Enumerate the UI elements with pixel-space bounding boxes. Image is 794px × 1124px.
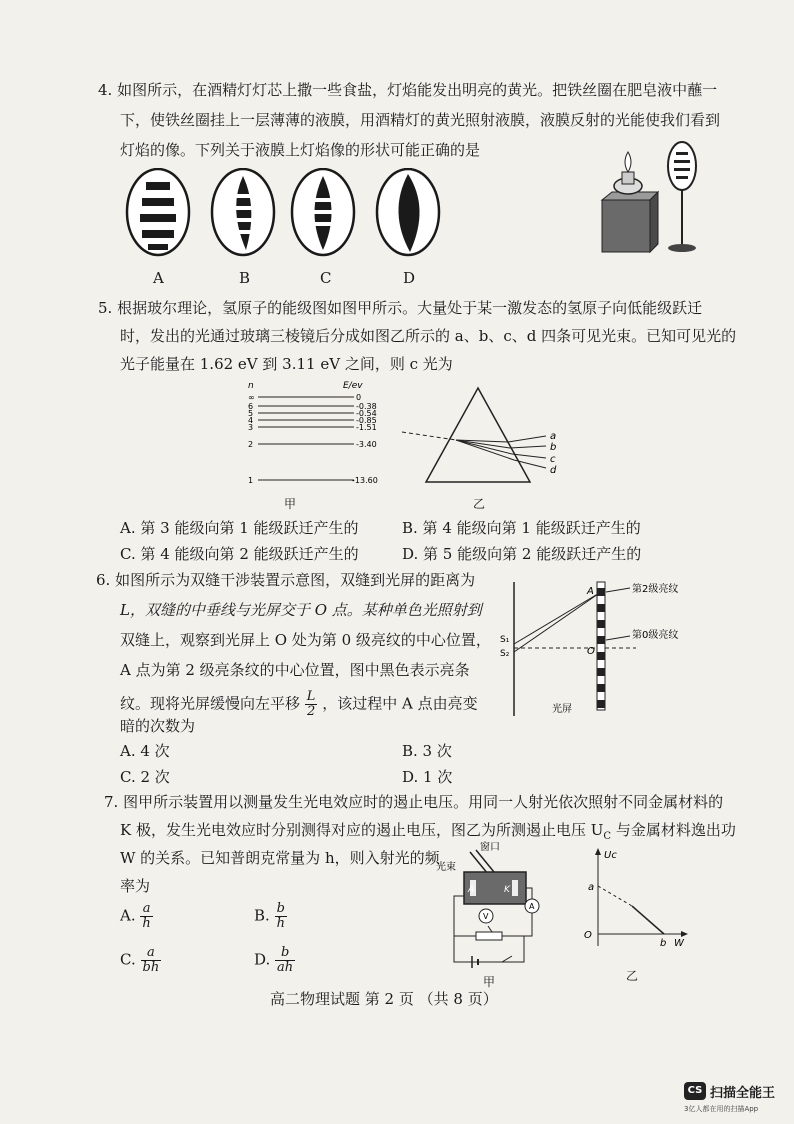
q6-option-a: A. 4 次 xyxy=(120,742,170,760)
q5-energy-level-diagram xyxy=(240,380,380,490)
q7-line-2-sub: C xyxy=(603,831,612,842)
q7-label-anode: A xyxy=(468,885,475,895)
q5-beam-label-c: c xyxy=(550,454,556,465)
q7-line-4: 率为 xyxy=(120,877,151,895)
q7-apparatus-diagram xyxy=(432,840,542,975)
page-footer: 高二物理试题 第 2 页 （共 8 页） xyxy=(270,990,498,1008)
q5-beam-label-b: b xyxy=(550,442,557,453)
q6-option-c: C. 2 次 xyxy=(120,768,170,786)
q6-line-5 xyxy=(120,690,478,719)
q5-option-b: B. 第 4 能级向第 1 能级跃迁产生的 xyxy=(402,519,641,537)
q6-label-s2: S₂ xyxy=(500,649,510,659)
q6-line-1: 6. 如图所示为双缝干涉装置示意图，双缝到光屏的距离为 xyxy=(96,571,476,589)
q5-beam-a xyxy=(508,436,546,442)
scanner-watermark xyxy=(684,1082,784,1118)
q6-label-s1: S₁ xyxy=(500,635,510,645)
q7-axis-b: b xyxy=(660,938,667,949)
q7-caption-right: 乙 xyxy=(626,969,639,983)
q7-option-c: C. $\frac{a}{bh}$ xyxy=(120,945,160,975)
q5-level-n-2: 2 xyxy=(248,440,254,449)
q7-rheostat xyxy=(476,932,502,940)
q4-figure-d xyxy=(377,169,439,255)
q6-label-screen: 光屏 xyxy=(552,704,572,715)
q5-level-n-3: 3 xyxy=(248,423,254,432)
q4-label-d: D xyxy=(403,269,416,287)
q5-beam-label-a: a xyxy=(550,431,557,442)
q6-double-slit-diagram xyxy=(496,578,696,720)
q5-beam-label-d: d xyxy=(550,465,557,476)
q5-level-e-1: -13.60 xyxy=(352,476,378,485)
q4-line-3: 灯焰的像。下列关于液膜上灯焰像的形状可能正确的是 xyxy=(120,141,481,159)
q5-line-2: 时，发出的光通过玻璃三棱镜后分成如图乙所示的 a、b、c、d 四条可见光束。已知可见光的 xyxy=(120,327,737,345)
q6-line-5-b: ，该过程中 A 点由亮变 xyxy=(322,694,478,713)
q7-label-window: 窗口 xyxy=(480,842,500,853)
q4-film-figures xyxy=(118,168,448,288)
q5-caption-left: 甲 xyxy=(284,497,297,511)
q7-uc-w-graph xyxy=(576,846,692,950)
q6-line-4: A 点为第 2 级亮条纹的中心位置，图中黑色表示亮条 xyxy=(120,661,470,679)
q5-line-3: 光子能量在 1.62 eV 到 3.11 eV 之间，则 c 光为 xyxy=(120,355,453,373)
q6-label-0th-fringe: 第0级亮纹 xyxy=(632,630,679,641)
q4-label-a: A xyxy=(153,269,164,287)
q7-axis-y-label: Uc xyxy=(604,850,617,861)
q6-line-3: 双缝上，观察到光屏上 O 处为第 0 级亮纹的中心位置， xyxy=(120,631,491,649)
q7-option-d: D. $\frac{b}{ah}$ xyxy=(254,945,294,975)
q5-line-1: 5. 根据玻尔理论，氢原子的能级图如图甲所示。大量处于某一激发态的氢原子向低能级跃迁 xyxy=(98,299,703,317)
q6-label-2nd-fringe: 第2级亮纹 xyxy=(632,584,679,595)
q7-option-a: A. $\frac{a}{h}$ xyxy=(120,901,151,931)
q7-label-cathode: K xyxy=(504,885,510,895)
q5-level-e-3: -1.51 xyxy=(356,423,377,432)
q6-label-a: A xyxy=(587,586,594,597)
q4-label-b: B xyxy=(239,269,251,287)
q6-option-b: B. 3 次 xyxy=(402,742,452,760)
scanner-tagline: 3亿人都在用的扫描App xyxy=(684,1105,759,1113)
q6-line-2: L，双缝的中垂线与光屏交于 O 点。某种单色光照射到 xyxy=(120,601,482,619)
q4-figure-c xyxy=(292,169,354,255)
q7-line-3: W 的关系。已知普朗克常量为 h，则入射光的频 xyxy=(120,849,440,867)
q4-line-1: 4. 如图所示，在酒精灯灯芯上撒一些食盐，灯焰能发出明亮的黄光。把铁丝圈在肥皂液中蘸一 xyxy=(98,81,718,99)
q5-level-n-5: 5 xyxy=(248,409,254,418)
q5-option-c: C. 第 4 能级向第 2 能级跃迁产生的 xyxy=(120,545,359,563)
q5-level-e-inf: 0 xyxy=(356,393,362,402)
scanner-logo-icon: CS xyxy=(684,1082,706,1100)
q5-level-e-5: -0.54 xyxy=(356,409,377,418)
q5-prism xyxy=(426,388,530,482)
q5-level-e-4: -0.85 xyxy=(356,416,377,425)
q5-level-e-6: -0.38 xyxy=(356,402,377,411)
q7-data-line xyxy=(632,906,664,934)
q7-caption-left: 甲 xyxy=(483,975,496,989)
q6-label-o: O xyxy=(587,646,595,657)
q6-fraction xyxy=(305,690,318,719)
q5-beam-b xyxy=(510,446,546,448)
scanner-app-name: 扫描全能王 xyxy=(710,1086,776,1101)
q5-prism-diagram xyxy=(400,384,570,494)
q5-option-d: D. 第 5 能级向第 2 能级跃迁产生的 xyxy=(402,545,642,563)
q5-n-label: n xyxy=(248,381,254,391)
q5-caption-right: 乙 xyxy=(473,497,486,511)
q7-option-b: B. $\frac{b}{h}$ xyxy=(254,901,285,931)
q4-figure-b xyxy=(212,169,274,255)
q4-figure-a xyxy=(127,169,189,255)
q7-line-2-b: 与金属材料逸出功 xyxy=(611,821,736,839)
q7-switch xyxy=(502,956,512,962)
q5-level-n-inf: ∞ xyxy=(248,393,255,402)
q5-level-n-1: 1 xyxy=(248,476,254,485)
q6-line-6: 暗的次数为 xyxy=(120,717,196,735)
q5-level-n-6: 6 xyxy=(248,402,254,411)
q4-label-c: C xyxy=(320,269,332,287)
q5-level-e-2: -3.40 xyxy=(356,440,377,449)
q7-line-2-a: K 极，发生光电效应时分别测得对应的遏止电压，图乙为所测遏止电压 U xyxy=(120,821,604,839)
q7-label-beam: 光束 xyxy=(436,862,456,873)
svg-text:V: V xyxy=(483,912,489,921)
q5-option-a: A. 第 3 能级向第 1 能级跃迁产生的 xyxy=(120,519,359,537)
q5-incident-beam xyxy=(402,432,456,440)
q6-option-d: D. 1 次 xyxy=(402,768,453,786)
q7-line-2 xyxy=(120,820,736,847)
q6-fraction-den: 2 xyxy=(306,704,316,719)
q7-line-1: 7. 图甲所示装置用以测量发生光电效应时的遏止电压。用同一人射光依次照射不同金属材料的 xyxy=(104,793,724,811)
q5-level-n-4: 4 xyxy=(248,416,254,425)
q6-fraction-num: L xyxy=(306,689,316,704)
q5-e-label: E/ev xyxy=(343,381,363,391)
q7-axis-a: a xyxy=(588,882,595,893)
q6-line-5-a: 纹。现将光屏缓慢向左平移 xyxy=(120,694,301,713)
q4-line-2: 下，使铁丝圈挂上一层薄薄的液膜，用酒精灯的黄光照射液膜，液膜反射的光能使我们看到 xyxy=(120,111,721,129)
q7-axis-w: W xyxy=(674,938,684,949)
svg-text:A: A xyxy=(529,902,535,911)
q7-extrapolation xyxy=(598,886,632,906)
q7-axis-o: O xyxy=(584,930,592,941)
q5-beam-d xyxy=(514,460,546,468)
q4-lamp-illustration xyxy=(598,138,708,256)
